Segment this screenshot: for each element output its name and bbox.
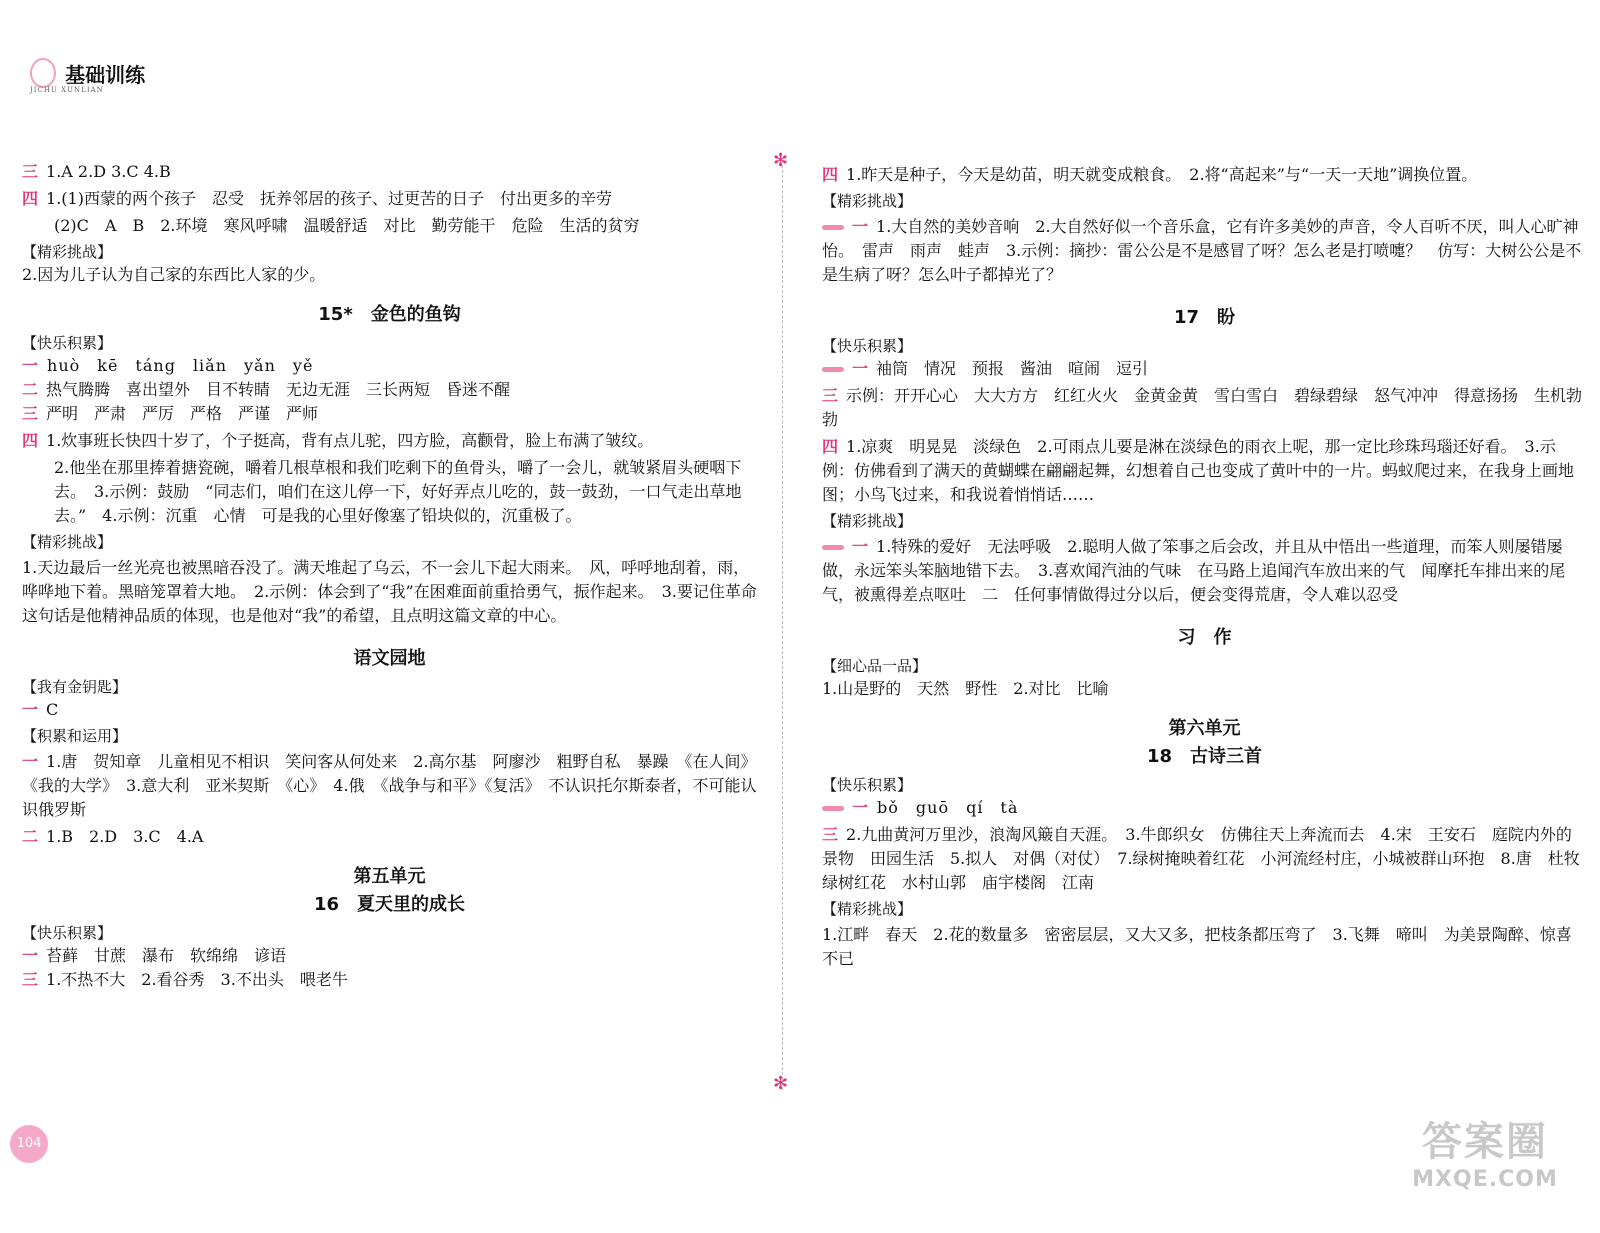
answer-line — [22, 402, 757, 426]
section-marker: 二 — [22, 827, 39, 846]
answer-text: bǒ guō qí tà — [877, 798, 1019, 817]
answer-text: 1.昨天是种子，今天是幼苗，明天就变成粮食。 2.将“高起来”与“一天一天地”调换位置。 — [846, 165, 1478, 184]
pink-marker-icon — [822, 225, 844, 230]
section-marker: 三 — [822, 386, 839, 405]
pink-marker-icon — [822, 545, 844, 550]
answer-text: 1.大自然的美妙音响 2.大自然好似一个音乐盒，它有许多美妙的声音，令人百听不厌，叫人心旷神怡。 雷声 雨声 蛙声 3.示例：摘抄：雷公公是不是感冒了呀？怎么老是打喷嚏？ 仿写：大树公公是不是生病了呀？怎么叶子都掉光了？ — [822, 217, 1582, 284]
answer-text: 1.不热不大 2.看谷秀 3.不出头 喂老牛 — [46, 970, 348, 989]
section-marker: 三 — [22, 404, 39, 423]
answer-text: 1.A 2.D 3.C 4.B — [46, 162, 171, 181]
lesson-title: 语文园地 — [353, 648, 426, 669]
section-marker: 二 — [22, 380, 39, 399]
section-heading: 【精彩挑战】 — [22, 243, 113, 261]
answer-text: 1.特殊的爱好 无法呼吸 2.聪明人做了笨事之后会改，并且从中悟出一些道理，而笨人则屡错屡做，永远笨头笨脑地错下去。 3.喜欢闻汽油的气味 在马路上追闻汽车放出来的气 闻摩托车排出来的尾气，被熏得差点呕吐 二 任何事情做得过分以后，便会变得荒唐，令人难以忍受 — [822, 537, 1566, 604]
answer-line: 2.因为儿子认为自己家的东西比人家的少。 — [22, 265, 326, 284]
section-marker: 四 — [22, 431, 39, 450]
section-heading: 【快乐积累】 — [822, 776, 913, 794]
answer-paragraph: 2.他坐在那里捧着搪瓷碗，嚼着几根草根和我们吃剩下的鱼骨头，嚼了一会儿，就皱紧眉头硬咽下去。 3.示例：鼓励 “同志们，咱们在这儿停一下，好好弄点儿吃的，鼓一鼓劲，一口气走出草地去。” 4.示例：沉重 心情 可是我的心里好像塞了铅块似的，沉重极了。 — [54, 458, 742, 525]
section-heading: 【我有金钥匙】 — [22, 678, 128, 696]
answer-line — [22, 160, 757, 184]
answer-text: 袖筒 情况 预报 酱油 喧闹 逗引 — [876, 359, 1149, 378]
answer-text: huò kē táng liǎn yǎn yě — [47, 356, 314, 375]
section-marker: 一 — [22, 752, 39, 771]
section-marker: 四 — [22, 189, 39, 208]
section-heading: 【快乐积累】 — [22, 334, 113, 352]
watermark-url: MXQE.COM — [1412, 1167, 1558, 1192]
answer-text: 苔藓 甘蔗 瀑布 软绵绵 谚语 — [46, 946, 287, 965]
lesson-title: 17 盼 — [1173, 307, 1236, 328]
answer-line — [822, 384, 1587, 432]
answer-line — [22, 968, 757, 992]
lesson-title: 18 古诗三首 — [1146, 746, 1263, 767]
unit-title: 第六单元 — [1168, 718, 1241, 739]
section-heading: 【精彩挑战】 — [822, 900, 913, 918]
section-heading: 【精彩挑战】 — [22, 533, 113, 551]
section-marker: 一 — [852, 359, 869, 378]
section-marker: 一 — [22, 946, 39, 965]
answer-line — [22, 354, 757, 378]
watermark-logo: 答案圈 — [1422, 1119, 1548, 1165]
book-logo-icon — [30, 58, 56, 88]
section-marker: 三 — [22, 162, 39, 181]
answer-paragraph: 1.江畔 春天 2.花的数量多 密密层层，又大又多，把枝条都压弯了 3.飞舞 啼叫 为美景陶醉、惊喜不已 — [822, 925, 1572, 968]
section-heading: 【快乐积累】 — [822, 337, 913, 355]
answer-line — [22, 825, 757, 849]
answer-line — [22, 429, 757, 453]
answer-text: C — [46, 700, 59, 719]
section-marker: 三 — [822, 825, 839, 844]
answer-line — [822, 823, 1596, 895]
section-heading: 【精彩挑战】 — [822, 512, 913, 530]
answer-line: (2)C A B 2.环境 寒风呼啸 温暖舒适 对比 勤劳能干 危险 生活的贫穷 — [54, 216, 640, 235]
lesson-title: 15* 金色的鱼钩 — [318, 304, 461, 325]
section-marker: 一 — [22, 700, 39, 719]
answer-text: 1.(1)西蒙的两个孩子 忍受 抚养邻居的孩子、过更苦的日子 付出更多的辛劳 — [46, 189, 612, 208]
answer-line — [22, 187, 757, 211]
answer-paragraph: 1.天边最后一丝光亮也被黑暗吞没了。满天堆起了乌云，不一会儿下起大雨来。 风，呼呼地刮着，雨，哗哗地下着。黑暗笼罩着大地。 2.示例：体会到了“我”在困难面前重拾勇气，振作起来。 3.要记住革命 这句话是他精神品质的体现，也是他对“我”的希望，且点明这篇文章的中心。 — [22, 558, 773, 625]
book-header — [30, 58, 145, 94]
answer-text: 1.B 2.D 3.C 4.A — [46, 827, 204, 846]
answer-line — [822, 357, 1587, 381]
answer-text: 示例：开开心心 大大方方 红红火火 金黄金黄 雪白雪白 碧绿碧绿 怒气冲冲 得意扬扬 生机勃勃 — [822, 386, 1583, 429]
right-column — [822, 160, 1596, 974]
answer-text: 热气腾腾 喜出望外 目不转睛 无边无涯 三长两短 昏迷不醒 — [46, 380, 511, 399]
pink-marker-icon — [822, 806, 844, 811]
section-heading: 【积累和运用】 — [22, 727, 128, 745]
answer-line — [822, 435, 1587, 507]
column-divider — [782, 160, 783, 1090]
section-heading: 【快乐积累】 — [22, 924, 113, 942]
answer-text: 严明 严肃 严厉 严格 严谨 严师 — [46, 404, 319, 423]
section-marker: 一 — [852, 798, 870, 817]
answer-line: 1.山是野的 天然 野性 2.对比 比喻 — [822, 679, 1109, 698]
section-marker: 一 — [852, 537, 869, 556]
answer-text: 2.九曲黄河万里沙，浪淘风簸自天涯。 3.牛郎织女 仿佛往天上奔流而去 4.宋 王安石 庭院内外的景物 田园生活 5.拟人 对偶（对仗） 7.绿树掩映着红花 小河流经村庄，小城被群山环抱 8.唐 杜牧 绿树红花 水村山郭 庙宇楼阁 江南 — [822, 825, 1596, 892]
answer-line — [822, 796, 1587, 820]
section-marker: 三 — [22, 970, 39, 989]
star-ornament-icon: ✻ — [773, 1073, 789, 1094]
lesson-title: 16 夏天里的成长 — [313, 894, 466, 915]
answer-line — [22, 378, 757, 402]
watermark — [1395, 1110, 1575, 1192]
answer-text: 1.炊事班长快四十岁了，个子挺高，背有点儿驼，四方脸，高颧骨，脸上布满了皱纹。 — [46, 431, 654, 450]
answer-line — [22, 944, 757, 968]
answer-line — [822, 163, 1587, 187]
pink-marker-icon — [822, 367, 844, 372]
answer-line — [22, 750, 757, 822]
section-heading: 【精彩挑战】 — [822, 192, 913, 210]
section-marker: 一 — [852, 217, 869, 236]
star-ornament-icon: ✻ — [773, 150, 789, 171]
answer-text: 1.凉爽 明晃晃 淡绿色 2.可雨点儿要是淋在淡绿色的雨衣上呢，那一定比珍珠玛瑙还好看。 3.示例：仿佛看到了满天的黄蝴蝶在翩翩起舞，幻想着自己也变成了黄叶中的一片。蚂蚁爬过来，在我身上画地图；小鸟飞过来，和我说着悄悄话…… — [822, 437, 1575, 504]
section-marker: 四 — [822, 165, 839, 184]
answer-line — [22, 698, 757, 722]
answer-text: 1.唐 贺知章 儿童相见不相识 笑问客从何处来 2.高尔基 阿廖沙 粗野自私 暴躁 《在人间》《我的大学》 3.意大利 亚米契斯 《心》 4.俄 《战争与和平》《复活》 不认识托尔斯泰者，不可能认识俄罗斯 — [22, 752, 757, 819]
section-marker: 四 — [822, 437, 839, 456]
lesson-title: 习 作 — [1177, 627, 1232, 648]
left-column — [22, 160, 773, 992]
section-heading: 【细心品一品】 — [822, 657, 928, 675]
book-subtitle: JICHU XUNLIAN — [30, 86, 104, 94]
page-number: 104 — [10, 1125, 48, 1163]
book-title: 基础训练 — [65, 62, 146, 87]
section-marker: 一 — [22, 356, 40, 375]
unit-title: 第五单元 — [353, 866, 426, 887]
answer-line — [822, 535, 1587, 607]
answer-line — [822, 215, 1587, 287]
